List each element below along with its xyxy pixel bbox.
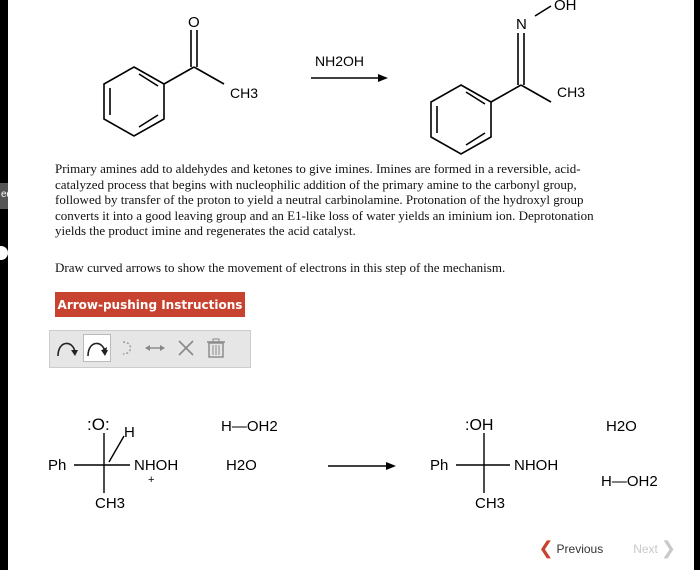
left-hydrogen: H bbox=[124, 424, 135, 441]
product-benzene-ring bbox=[431, 85, 491, 154]
delete-icon[interactable] bbox=[172, 334, 200, 362]
arrow-pushing-instructions-button[interactable]: Arrow-pushing Instructions bbox=[55, 292, 245, 317]
previous-button[interactable] bbox=[538, 538, 603, 559]
electron-dots-icon[interactable] bbox=[113, 334, 141, 362]
paragraph-line: Primary amines add to aldehydes and ketones to give imines. Imines are formed in a reversible, acid- bbox=[55, 161, 581, 176]
task-instructions: Draw curved arrows to show the movement of electrons in this step of the mechanism. bbox=[55, 260, 506, 275]
product-nitrogen: N bbox=[516, 16, 527, 33]
paragraph-line: followed by transfer of the proton to yield a neutral carbinolamine. Protonation of the hydroxyl group bbox=[55, 192, 584, 207]
reactant-carbonyl-oxygen: O bbox=[188, 14, 200, 31]
step-arrow bbox=[328, 462, 396, 470]
left-water: H2O bbox=[226, 457, 257, 474]
paragraph-line: yields the product imine and regenerates the acid catalyst. bbox=[55, 223, 356, 238]
curved-arrow-double-icon[interactable] bbox=[83, 334, 111, 362]
side-tab[interactable]: ed bbox=[0, 183, 8, 209]
product-oh-fragment: OH bbox=[554, 0, 577, 14]
right-water: H2O bbox=[606, 418, 637, 435]
left-hydronium: H—OH2 bbox=[221, 418, 278, 435]
left-nhoh: NHOH bbox=[134, 457, 179, 474]
double-headed-arrow-icon[interactable] bbox=[141, 334, 169, 362]
right-phenyl: Ph bbox=[430, 457, 449, 474]
question-navigation bbox=[538, 538, 676, 559]
mechanism-canvas[interactable] bbox=[8, 390, 694, 540]
reagent-label: NH2OH bbox=[315, 53, 365, 69]
previous-label: Previous bbox=[556, 541, 604, 556]
reactant-benzene-ring bbox=[104, 67, 164, 136]
next-label: Next bbox=[633, 541, 658, 556]
reactant-methyl-label: CH3 bbox=[230, 85, 259, 101]
right-nhoh: NHOH bbox=[514, 457, 559, 474]
left-oxide-oxygen: :O: bbox=[87, 415, 110, 434]
problem-card bbox=[8, 0, 694, 570]
product-methyl-label: CH3 bbox=[557, 84, 586, 100]
paragraph-line: catalyzed process that begins with nucleophilic addition of the primary amine to the carbonyl group, bbox=[55, 176, 577, 192]
curved-arrow-single-icon[interactable] bbox=[53, 334, 81, 362]
reaction-scheme bbox=[8, 0, 694, 160]
mechanism-description bbox=[55, 161, 665, 239]
left-methyl: CH3 bbox=[95, 495, 126, 512]
next-button[interactable] bbox=[633, 538, 676, 559]
trash-icon[interactable] bbox=[202, 334, 230, 362]
right-methyl: CH3 bbox=[475, 495, 506, 512]
paragraph-line: converts it into a good leaving group and an E1-like loss of water yields an iminium ion. Deprotonation bbox=[55, 207, 594, 223]
left-phenyl: Ph bbox=[48, 457, 67, 474]
reaction-arrow bbox=[311, 74, 388, 82]
chevron-left-icon: ❮ bbox=[538, 538, 554, 558]
side-handle[interactable] bbox=[0, 246, 8, 260]
right-hydronium: H—OH2 bbox=[601, 473, 658, 490]
chevron-right-icon: ❯ bbox=[660, 538, 676, 558]
right-hydroxyl: :OH bbox=[465, 417, 494, 434]
left-nitrogen-charge: + bbox=[148, 474, 155, 486]
drawing-toolbar bbox=[49, 330, 251, 368]
